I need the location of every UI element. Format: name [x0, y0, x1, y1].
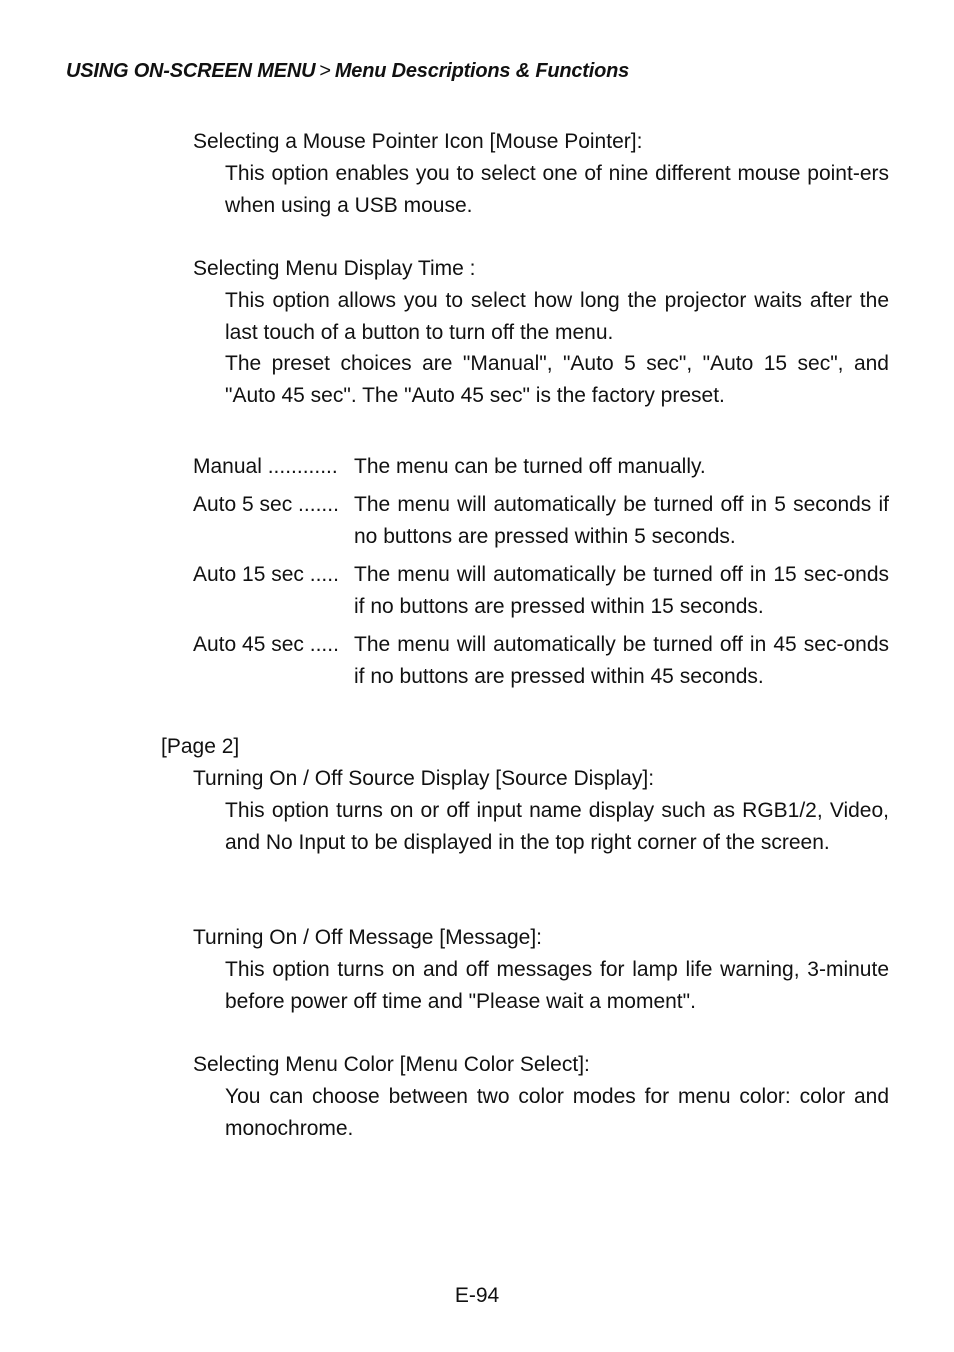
message-description	[193, 954, 889, 1018]
option-label: Auto 45 sec .....	[193, 633, 339, 656]
option-label: Manual ............	[193, 455, 338, 478]
source-display-text: This option turns on or off input name display such as RGB1/2, Video, and No Input to be displayed in the top right corner of the screen.	[225, 798, 889, 854]
menu-display-time-text-1: This option allows you to select how long the projector waits after the last touch of a button to turn off the menu.	[225, 288, 889, 344]
option-label: Auto 5 sec .......	[193, 493, 339, 516]
menu-display-time-section	[193, 253, 889, 412]
option-label: Auto 15 sec .....	[193, 563, 339, 586]
option-row-auto-45	[193, 629, 889, 693]
message-title: Turning On / Off Message [Message]:	[193, 926, 542, 949]
header-section: USING ON-SCREEN MENU	[66, 60, 316, 82]
mouse-pointer-description	[193, 158, 889, 222]
message-text: This option turns on and off messages for lamp life warning, 3-minute before power off time and "Please wait a moment".	[225, 957, 889, 1013]
option-row-auto-5	[193, 489, 889, 553]
menu-display-time-text-2: The preset choices are "Manual", "Auto 5 sec", "Auto 15 sec", and "Auto 45 sec". The "Auto 45 sec" is the factory preset.	[225, 352, 889, 408]
option-text: The menu will automatically be turned off in 5 seconds if no buttons are pressed within 5 seconds.	[354, 493, 889, 548]
header-subsection: Menu Descriptions & Functions	[334, 60, 630, 82]
mouse-pointer-text: This option enables you to select one of nine different mouse point-ers when using a USB mouse.	[225, 161, 889, 217]
option-row-auto-15	[193, 559, 889, 623]
menu-color-text: You can choose between two color modes for menu color: color and monochrome.	[225, 1084, 889, 1140]
menu-color-section	[193, 1049, 889, 1144]
menu-color-description	[193, 1081, 889, 1145]
mouse-pointer-title: Selecting a Mouse Pointer Icon [Mouse Pointer]:	[193, 130, 643, 153]
page-2-label: [Page 2]	[161, 735, 240, 758]
source-display-description	[193, 795, 889, 859]
option-text: The menu will automatically be turned off in 15 sec-onds if no buttons are pressed within 15 seconds.	[354, 563, 889, 618]
menu-display-time-description	[193, 285, 889, 412]
mouse-pointer-section	[193, 126, 889, 221]
header-separator: >	[319, 60, 331, 82]
option-text: The menu can be turned off manually.	[354, 455, 706, 478]
source-display-title: Turning On / Off Source Display [Source Display]:	[193, 767, 655, 790]
option-text: The menu will automatically be turned off in 45 sec-onds if no buttons are pressed within 45 seconds.	[354, 633, 889, 688]
running-header	[66, 60, 629, 83]
option-row-manual	[193, 451, 889, 483]
page-number: E-94	[454, 1284, 500, 1307]
message-section	[193, 922, 889, 1017]
source-display-section	[193, 763, 889, 858]
menu-display-time-title: Selecting Menu Display Time :	[193, 257, 476, 280]
menu-color-title: Selecting Menu Color [Menu Color Select]:	[193, 1053, 590, 1076]
